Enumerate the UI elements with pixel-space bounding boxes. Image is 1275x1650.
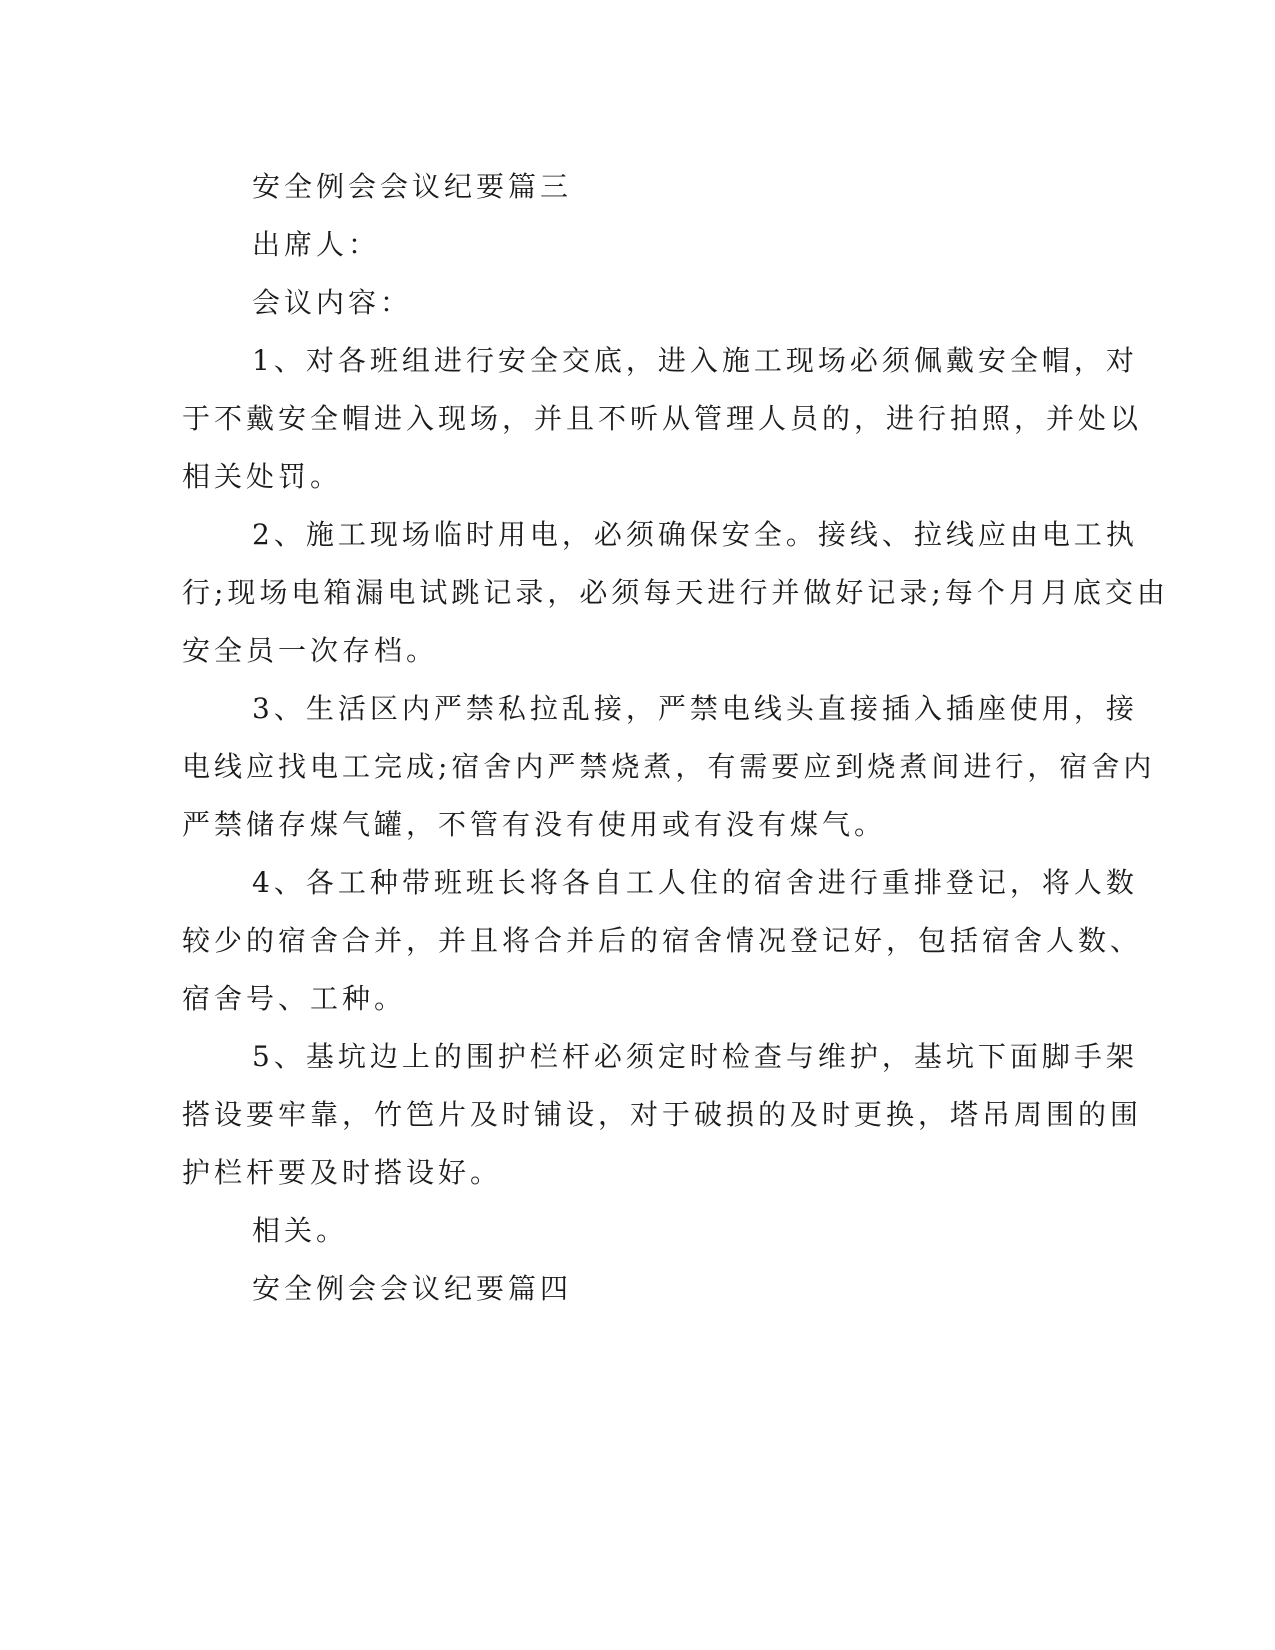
- agenda-item-line: 较少的宿舍合并，并且将合并后的宿舍情况登记好，包括宿舍人数、: [182, 924, 1143, 957]
- closing-text: 相关。: [252, 1214, 349, 1247]
- agenda-item-line: 2、施工现场临时用电，必须确保安全。接线、拉线应由电工执: [252, 518, 1138, 551]
- agenda-item-line: 5、基坑边上的围护栏杆必须定时检查与维护，基坑下面脚手架: [252, 1040, 1138, 1073]
- agenda-item-1: [182, 332, 1143, 506]
- agenda-item-line: 安全员一次存档。: [182, 634, 439, 667]
- section-heading-4: 安全例会会议纪要篇四: [252, 1272, 573, 1305]
- agenda-item-2: [182, 506, 1169, 680]
- agenda-item-line: 4、各工种带班班长将各自工人住的宿舍进行重排登记，将人数: [252, 866, 1138, 899]
- agenda-item-line: 护栏杆要及时搭设好。: [182, 1156, 503, 1189]
- attendees-label: 出席人：: [252, 228, 381, 261]
- agenda-item-line: 严禁储存煤气罐，不管有没有使用或有没有煤气。: [182, 808, 887, 841]
- agenda-item-line: 相关处罚。: [182, 460, 343, 493]
- document-body: [182, 158, 1169, 1318]
- agenda-item-line: 于不戴安全帽进入现场，并且不听从管理人员的，进行拍照，并处以: [182, 402, 1143, 435]
- agenda-item-line: 1、对各班组进行安全交底，进入施工现场必须佩戴安全帽，对: [252, 344, 1138, 377]
- agenda-item-line: 3、生活区内严禁私拉乱接，严禁电线头直接插入插座使用，接: [252, 692, 1138, 725]
- agenda-item-line: 行;现场电箱漏电试跳记录，必须每天进行并做好记录;每个月月底交由: [182, 576, 1169, 609]
- section-heading-3: 安全例会会议纪要篇三: [252, 170, 573, 203]
- agenda-item-3: [182, 680, 1156, 854]
- agenda-item-line: 电线应找电工完成;宿舍内严禁烧煮，有需要应到烧煮间进行，宿舍内: [182, 750, 1156, 783]
- agenda-item-line: 搭设要牢靠，竹笆片及时铺设，对于破损的及时更换，塔吊周围的围: [182, 1098, 1143, 1131]
- agenda-item-line: 宿舍号、工种。: [182, 982, 407, 1015]
- agenda-item-4: [182, 854, 1143, 1028]
- meeting-content-label: 会议内容：: [252, 286, 413, 319]
- agenda-item-5: [182, 1028, 1143, 1202]
